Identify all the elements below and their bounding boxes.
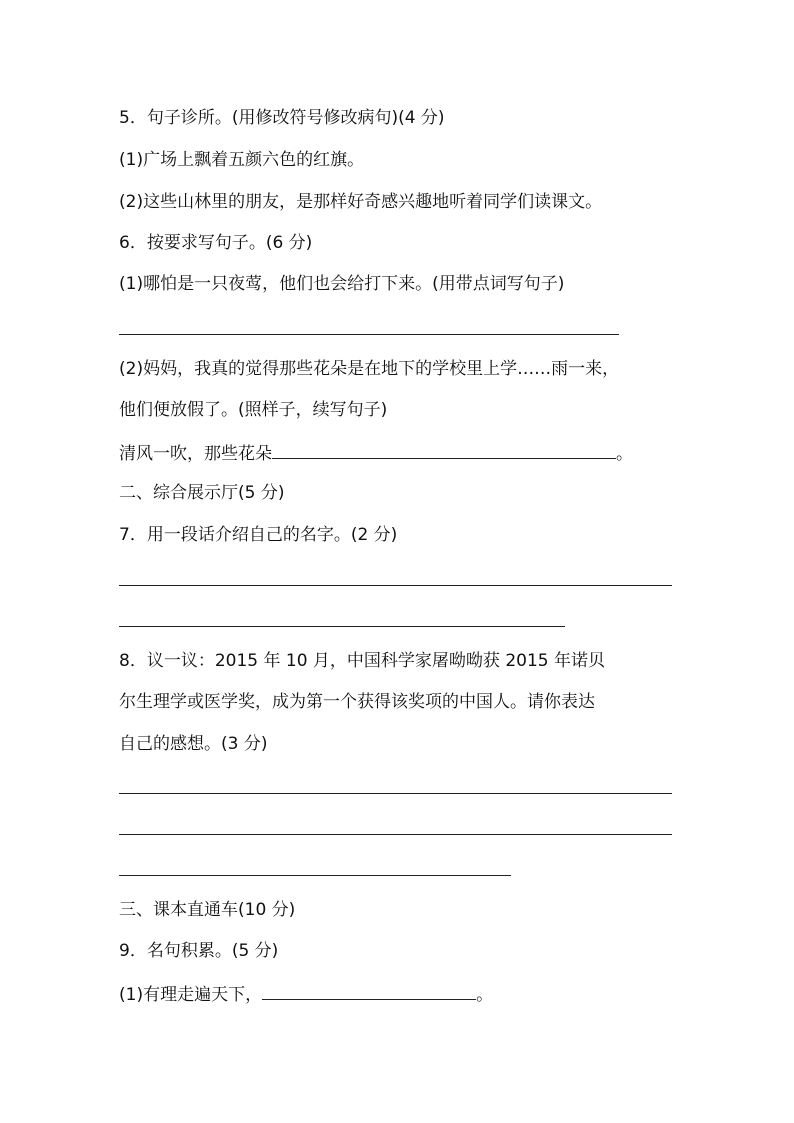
question-5-title: 5．句子诊所。(用修改符号修改病句)(4 分) [119, 108, 445, 128]
question-7-title: 7．用一段话介绍自己的名字。(2 分) [119, 525, 398, 545]
answer-line[interactable] [119, 793, 672, 794]
question-8-line-3: 自己的感想。(3 分) [119, 734, 268, 754]
answer-line[interactable] [119, 585, 672, 586]
question-6-item-2-prompt [119, 441, 633, 465]
question-5-item-2: (2)这些山林里的朋友，是那样好奇感兴趣地听着同学们读课文。 [119, 192, 603, 212]
question-9-item-1 [119, 982, 493, 1006]
question-6-item-1: (1)哪怕是一只夜莺，他们也会给打下来。(用带点词写句子) [119, 274, 565, 294]
prompt-start: 清风一吹，那些花朵 [119, 444, 272, 464]
answer-line[interactable] [119, 834, 672, 835]
section-2-heading: 二、综合展示厅(5 分) [119, 483, 285, 503]
question-6-item-2-line-1: (2)妈妈，我真的觉得那些花朵是在地下的学校里上学……雨一来， [119, 359, 620, 379]
fill-blank[interactable] [272, 441, 616, 459]
question-6-title: 6．按要求写句子。(6 分) [119, 233, 313, 253]
prompt-end: 。 [616, 444, 633, 464]
answer-line[interactable] [119, 334, 619, 335]
question-8-line-1: 8．议一议：2015 年 10 月，中国科学家屠呦呦获 2015 年诺贝 [119, 651, 605, 671]
prompt-start: (1)有理走遍天下， [119, 985, 263, 1005]
answer-line[interactable] [119, 875, 511, 876]
question-8-line-2: 尔生理学或医学奖，成为第一个获得该奖项的中国人。请你表达 [119, 692, 595, 712]
question-9-title: 9．名句积累。(5 分) [119, 941, 279, 961]
fill-blank[interactable] [262, 982, 476, 1000]
answer-line[interactable] [119, 626, 565, 627]
prompt-end: 。 [476, 985, 494, 1005]
question-6-item-2-line-2: 他们便放假了。(照样子，续写句子) [119, 400, 388, 420]
question-5-item-1: (1)广场上飘着五颜六色的红旗。 [119, 150, 365, 170]
section-3-heading: 三、课本直通车(10 分) [119, 900, 296, 920]
